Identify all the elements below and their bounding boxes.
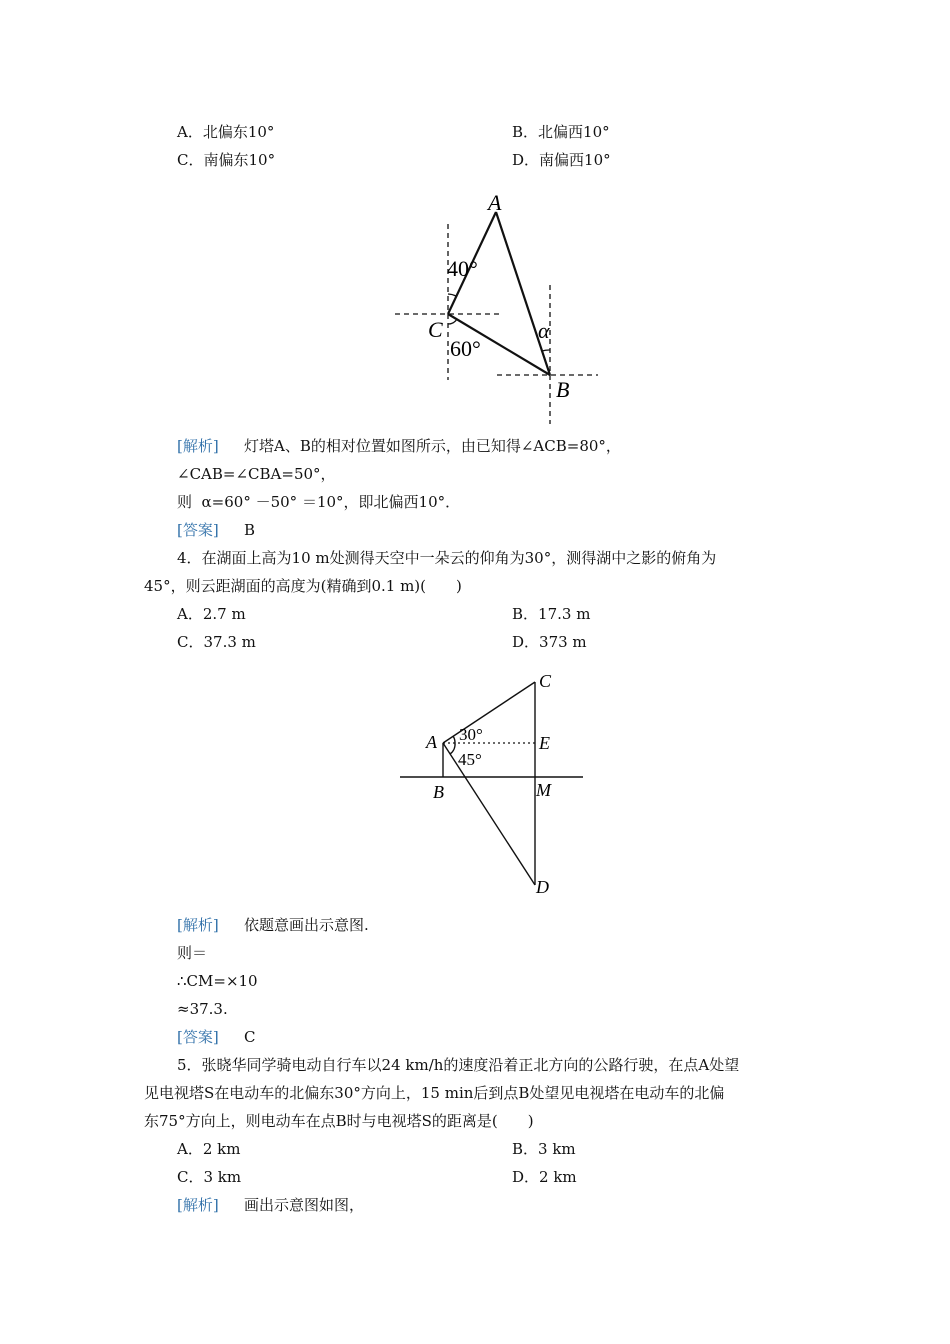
q5-stem-line-2: 见电视塔S在电动车的北偏东30°方向上，15 min后到点B处望见电视塔在电动车的北偏 [144,1084,725,1102]
q5-analysis-tag: [解析] [177,1196,219,1214]
q3-option-a: A．北偏东10° [177,123,275,141]
q4-stem-line-2: 45°，则云距湖面的高度为(精确到0.1 m)( ) [144,577,462,595]
q4-option-c: C．37.3 m [177,633,256,651]
label-angle-45: 45° [458,750,482,769]
label-angle-30: 30° [459,725,483,744]
q4-option-a: A．2.7 m [177,605,246,623]
q4-option-b: B．17.3 m [512,605,591,623]
q5-option-a: A．2 km [177,1140,241,1158]
figure-cloud-diagram [395,665,590,900]
q4-stem-line-1: 4．在湖面上高为10 m处测得天空中一朵云的仰角为30°，测得湖中之影的俯角为 [177,549,717,567]
q3-analysis-tag: [解析] [177,437,219,455]
q3-option-c: C．南偏东10° [177,151,276,169]
angle-arc-30 [453,736,455,743]
angle-arc-alpha [542,350,550,351]
q5-analysis-line-1: 画出示意图如图， [244,1196,365,1214]
label-angle-40: 40° [447,256,478,281]
label-b: B [433,782,444,802]
label-a: A [426,732,437,752]
figure-lighthouse-diagram [390,188,605,428]
q3-option-b: B．北偏西10° [512,123,610,141]
q3-analysis-line-3: 则 α=60° －50° ＝10°，即北偏西10°． [177,493,461,511]
label-angle-60: 60° [450,336,481,361]
label-m: M [536,780,551,800]
q4-analysis-line-2: 则＝ [177,944,208,962]
q3-analysis-line-1: 灯塔A、B的相对位置如图所示，由已知得∠ACB=80°， [244,437,621,455]
q5-stem-line-3: 东75°方向上，则电动车在点B时与电视塔S的距离是( ) [144,1112,534,1130]
label-b: B [556,377,570,402]
q5-option-d: D．2 km [512,1168,577,1186]
q5-option-b: B．3 km [512,1140,576,1158]
q4-analysis-tag: [解析] [177,916,219,934]
q3-answer-tag: [答案] [177,521,219,539]
label-c: C [428,317,443,342]
q3-option-d: D．南偏西10° [512,151,611,169]
q3-answer-value: B [244,521,256,539]
angle-arc-45 [450,743,455,754]
label-c: C [539,671,552,691]
label-e: E [539,733,550,753]
label-a: A [488,190,502,215]
q4-analysis-line-4: ≈37.3. [177,1000,228,1018]
segment-ad [443,743,535,885]
segment-ac [443,682,535,743]
q4-answer-tag: [答案] [177,1028,219,1046]
label-alpha: α [538,318,550,343]
q4-analysis-line-1: 依题意画出示意图. [244,916,369,934]
label-d: D [536,877,549,897]
q4-option-d: D．373 m [512,633,587,651]
q4-answer-value: C [244,1028,256,1046]
q3-analysis-line-2: ∠CAB=∠CBA=50°， [177,465,336,483]
q4-analysis-line-3: ∴CM=×10 [177,972,258,990]
q5-stem-line-1: 5．张晓华同学骑电动自行车以24 km/h的速度沿着正北方向的公路行驶，在点A处望 [177,1056,740,1074]
angle-arc-40 [448,294,456,296]
q5-option-c: C．3 km [177,1168,242,1186]
